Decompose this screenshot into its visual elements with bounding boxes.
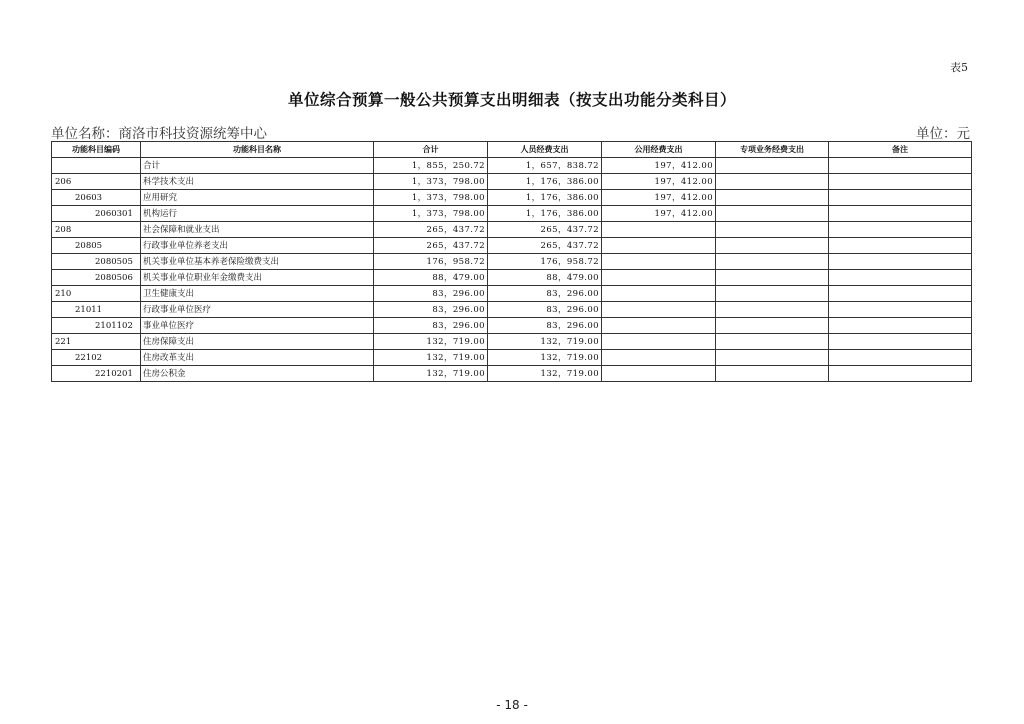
organization-label: 单位名称：商洛市科技资源统筹中心 bbox=[51, 126, 267, 142]
name-cell: 应用研究 bbox=[141, 190, 374, 206]
personnel-cell: 83，296.00 bbox=[488, 302, 602, 318]
name-cell: 合计 bbox=[141, 158, 374, 174]
code-cell: 21011 bbox=[52, 302, 141, 318]
special-cell bbox=[716, 206, 829, 222]
column-header-public: 公用经费支出 bbox=[602, 142, 716, 158]
special-cell bbox=[716, 190, 829, 206]
total-cell: 1，373，798.00 bbox=[374, 206, 488, 222]
public-cell bbox=[602, 318, 716, 334]
table-row bbox=[52, 318, 972, 334]
total-cell: 83，296.00 bbox=[374, 286, 488, 302]
table-number: 表5 bbox=[950, 61, 968, 74]
table-row bbox=[52, 286, 972, 302]
table-row bbox=[52, 190, 972, 206]
personnel-cell: 1，176，386.00 bbox=[488, 190, 602, 206]
table-row bbox=[52, 254, 972, 270]
total-cell: 132，719.00 bbox=[374, 366, 488, 382]
public-cell bbox=[602, 366, 716, 382]
code-cell bbox=[52, 158, 141, 174]
personnel-cell: 176，958.72 bbox=[488, 254, 602, 270]
special-cell bbox=[716, 238, 829, 254]
special-cell bbox=[716, 222, 829, 238]
special-cell bbox=[716, 158, 829, 174]
table-row bbox=[52, 206, 972, 222]
page-title: 单位综合预算一般公共预算支出明细表（按支出功能分类科目） bbox=[287, 91, 736, 109]
public-cell bbox=[602, 254, 716, 270]
code-cell: 22102 bbox=[52, 350, 141, 366]
note-cell bbox=[829, 334, 972, 350]
special-cell bbox=[716, 270, 829, 286]
special-cell bbox=[716, 302, 829, 318]
personnel-cell: 1，657，838.72 bbox=[488, 158, 602, 174]
personnel-cell: 132，719.00 bbox=[488, 350, 602, 366]
personnel-cell: 1，176，386.00 bbox=[488, 174, 602, 190]
special-cell bbox=[716, 254, 829, 270]
public-cell bbox=[602, 238, 716, 254]
public-cell: 197，412.00 bbox=[602, 174, 716, 190]
note-cell bbox=[829, 190, 972, 206]
note-cell bbox=[829, 366, 972, 382]
total-cell: 265，437.72 bbox=[374, 222, 488, 238]
code-cell: 2210201 bbox=[52, 366, 141, 382]
name-cell: 科学技术支出 bbox=[141, 174, 374, 190]
public-cell: 197，412.00 bbox=[602, 206, 716, 222]
total-cell: 83，296.00 bbox=[374, 302, 488, 318]
note-cell bbox=[829, 238, 972, 254]
personnel-cell: 88，479.00 bbox=[488, 270, 602, 286]
name-cell: 住房改革支出 bbox=[141, 350, 374, 366]
public-cell bbox=[602, 302, 716, 318]
name-cell: 住房公积金 bbox=[141, 366, 374, 382]
public-cell bbox=[602, 270, 716, 286]
special-cell bbox=[716, 366, 829, 382]
code-cell: 2060301 bbox=[52, 206, 141, 222]
special-cell bbox=[716, 334, 829, 350]
column-header-personnel: 人员经费支出 bbox=[488, 142, 602, 158]
table-row bbox=[52, 222, 972, 238]
page-number: - 18 - bbox=[496, 698, 528, 712]
table-body bbox=[52, 158, 972, 382]
table-row bbox=[52, 158, 972, 174]
code-cell: 221 bbox=[52, 334, 141, 350]
table-row bbox=[52, 334, 972, 350]
special-cell bbox=[716, 350, 829, 366]
special-cell bbox=[716, 174, 829, 190]
table-row bbox=[52, 238, 972, 254]
name-cell: 机关事业单位职业年金缴费支出 bbox=[141, 270, 374, 286]
total-cell: 265，437.72 bbox=[374, 238, 488, 254]
note-cell bbox=[829, 206, 972, 222]
table-row bbox=[52, 302, 972, 318]
public-cell: 197，412.00 bbox=[602, 190, 716, 206]
column-header-special: 专项业务经费支出 bbox=[716, 142, 829, 158]
personnel-cell: 83，296.00 bbox=[488, 286, 602, 302]
note-cell bbox=[829, 254, 972, 270]
table-row bbox=[52, 270, 972, 286]
note-cell bbox=[829, 302, 972, 318]
special-cell bbox=[716, 318, 829, 334]
total-cell: 83，296.00 bbox=[374, 318, 488, 334]
public-cell: 197，412.00 bbox=[602, 158, 716, 174]
name-cell: 行政事业单位医疗 bbox=[141, 302, 374, 318]
personnel-cell: 132，719.00 bbox=[488, 334, 602, 350]
column-header-name: 功能科目名称 bbox=[141, 142, 374, 158]
total-cell: 176，958.72 bbox=[374, 254, 488, 270]
note-cell bbox=[829, 158, 972, 174]
code-cell: 210 bbox=[52, 286, 141, 302]
note-cell bbox=[829, 350, 972, 366]
code-cell: 206 bbox=[52, 174, 141, 190]
name-cell: 行政事业单位养老支出 bbox=[141, 238, 374, 254]
personnel-cell: 1，176，386.00 bbox=[488, 206, 602, 222]
note-cell bbox=[829, 318, 972, 334]
table-row bbox=[52, 174, 972, 190]
total-cell: 88，479.00 bbox=[374, 270, 488, 286]
public-cell bbox=[602, 350, 716, 366]
total-cell: 1，373，798.00 bbox=[374, 190, 488, 206]
code-cell: 2101102 bbox=[52, 318, 141, 334]
code-cell: 208 bbox=[52, 222, 141, 238]
special-cell bbox=[716, 286, 829, 302]
code-cell: 2080505 bbox=[52, 254, 141, 270]
code-cell: 20805 bbox=[52, 238, 141, 254]
unit-label: 单位：元 bbox=[916, 126, 970, 142]
personnel-cell: 132，719.00 bbox=[488, 366, 602, 382]
table-meta bbox=[51, 122, 970, 140]
table-header-row bbox=[52, 142, 972, 158]
personnel-cell: 265，437.72 bbox=[488, 238, 602, 254]
public-cell bbox=[602, 286, 716, 302]
total-cell: 1，373，798.00 bbox=[374, 174, 488, 190]
table-row bbox=[52, 366, 972, 382]
code-cell: 20603 bbox=[52, 190, 141, 206]
budget-table bbox=[51, 141, 972, 382]
table-row bbox=[52, 350, 972, 366]
note-cell bbox=[829, 286, 972, 302]
note-cell bbox=[829, 222, 972, 238]
public-cell bbox=[602, 222, 716, 238]
column-header-code: 功能科目编码 bbox=[52, 142, 141, 158]
column-header-total: 合计 bbox=[374, 142, 488, 158]
name-cell: 机构运行 bbox=[141, 206, 374, 222]
name-cell: 卫生健康支出 bbox=[141, 286, 374, 302]
total-cell: 1，855，250.72 bbox=[374, 158, 488, 174]
name-cell: 社会保障和就业支出 bbox=[141, 222, 374, 238]
name-cell: 机关事业单位基本养老保险缴费支出 bbox=[141, 254, 374, 270]
total-cell: 132，719.00 bbox=[374, 350, 488, 366]
total-cell: 132，719.00 bbox=[374, 334, 488, 350]
personnel-cell: 265，437.72 bbox=[488, 222, 602, 238]
column-header-note: 备注 bbox=[829, 142, 972, 158]
public-cell bbox=[602, 334, 716, 350]
name-cell: 住房保障支出 bbox=[141, 334, 374, 350]
note-cell bbox=[829, 174, 972, 190]
note-cell bbox=[829, 270, 972, 286]
code-cell: 2080506 bbox=[52, 270, 141, 286]
name-cell: 事业单位医疗 bbox=[141, 318, 374, 334]
personnel-cell: 83，296.00 bbox=[488, 318, 602, 334]
